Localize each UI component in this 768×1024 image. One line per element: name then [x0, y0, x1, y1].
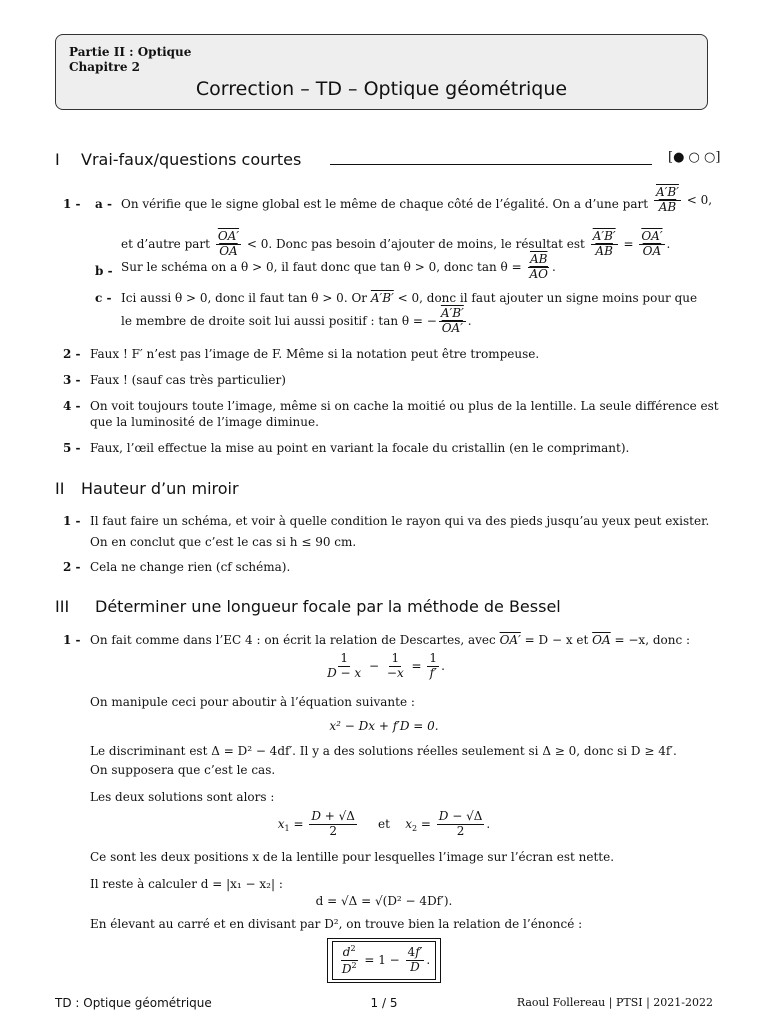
b-sol-text: Les deux solutions sont alors :	[90, 790, 275, 804]
footer-left: TD : Optique géométrique	[55, 996, 212, 1010]
footer-right: Raoul Follereau | PTSI | 2021-2022	[516, 996, 713, 1009]
m2-text: Cela ne change rien (cf schéma).	[90, 560, 291, 574]
solutions-equation: $x_1$ = $\frac{D + √\Delta}{2}$ et $x_2$ = $\frac{D - √\Delta}{2}$ .	[277, 809, 491, 838]
section-1-heading	[55, 150, 301, 169]
quadratic-equation: x² − Dx + f′D = 0.	[329, 719, 439, 733]
q1c-line-1: Ici aussi θ > 0, donc il faut tan θ > 0. Or A′B′ < 0, donc il faut ajouter un signe moins pour que	[121, 291, 698, 305]
final-boxed-equation: $\frac{d^2}{D^2}$ = 1 − $\frac{4f'}{D}$ .	[55, 938, 713, 983]
difficulty-rating: [● ○ ○]	[668, 150, 721, 165]
header-box	[55, 34, 708, 110]
q1a-fraction-1: $\frac{A'B'}{AB}$ < 0,	[656, 185, 713, 214]
b1-intro: On fait comme dans l’EC 4 : on écrit la relation de Descartes, avec OA′ = D − x et $\overline{OA} = -x$, donc :	[90, 633, 691, 647]
q1c-line-2: le membre de droite soit lui aussi positif : tan θ = − $\frac{A'B'}{OA'}$ .	[121, 306, 472, 335]
q2-label: 2 -	[63, 347, 81, 361]
q3-label: 3 -	[63, 373, 81, 387]
q1a-line-2: et d’autre part $\frac{OA'}{OA}$ < 0. Donc pas besoin d’ajouter de moins, le résultat est $\frac{A'B'}{AB}$ = $\frac{OA'}{OA}$ .	[121, 229, 671, 258]
b-elev-text: En élevant au carré et en divisant par D², on trouve bien la relation de l’énoncé :	[90, 917, 583, 931]
q1b-label: b -	[95, 264, 113, 278]
section-3-title: Déterminer une longueur focale par la méthode de Bessel	[95, 597, 561, 616]
q2-text: Faux ! F′ n’est pas l’image de F. Même si la notation peut être trompeuse.	[90, 347, 540, 361]
q1b-line: Sur le schéma on a θ > 0, il faut donc que tan θ > 0, donc tan θ = $\frac{\overline{AB}}{AO}$ .	[121, 252, 556, 281]
q4-text-1: On voit toujours toute l’image, même si on cache la moitié ou plus de la lentille. La seule différence est	[90, 399, 719, 413]
section-3-number: III	[55, 597, 70, 616]
m1-label: 1 -	[63, 514, 81, 528]
section-2-title: Hauteur d’un miroir	[81, 479, 239, 498]
q4-label: 4 -	[63, 399, 81, 413]
b-disc-text-2: On supposera que c’est le cas.	[90, 763, 276, 777]
section-2-number: II	[55, 479, 65, 498]
section-1-rule	[330, 164, 652, 165]
b1-label: 1 -	[63, 633, 81, 647]
section-1-title: Vrai-faux/questions courtes	[81, 150, 302, 169]
q3-text: Faux ! (sauf cas très particulier)	[90, 373, 286, 387]
b-manip-text: On manipule ceci pour aboutir à l’équation suivante :	[90, 695, 415, 709]
m2-label: 2 -	[63, 560, 81, 574]
b-disc-text-1: Le discriminant est Δ = D² − 4df′. Il y a des solutions réelles seulement si Δ ≥ 0, donc si D ≥ 4f′.	[90, 744, 677, 758]
descartes-equation: $\frac{1}{D - x}$ − $\frac{1}{-x}$ = $\frac{1}{f'}$ .	[327, 651, 445, 680]
q1-label: 1 -	[63, 197, 81, 211]
b-rest-text: Il reste à calculer d = |x₁ − x₂| :	[90, 877, 283, 891]
q5-label: 5 -	[63, 441, 81, 455]
page-number: 1 / 5	[370, 996, 398, 1010]
chapter-label: Chapitre 2	[69, 60, 141, 74]
m1-text-1: Il faut faire un schéma, et voir à quelle condition le rayon qui va des pieds jusqu’au yeux peut exister.	[90, 514, 710, 528]
b-pos-text: Ce sont les deux positions x de la lentille pour lesquelles l’image sur l’écran est nette.	[90, 850, 615, 864]
q1c-label: c -	[95, 291, 112, 305]
part-label: Partie II : Optique	[69, 45, 192, 59]
section-2-heading	[55, 479, 239, 498]
q4-text-2: que la luminosité de l’image diminue.	[90, 415, 319, 429]
q5-text: Faux, l’œil effectue la mise au point en variant la focale du cristallin (en le comprimant).	[90, 441, 630, 455]
m1-text-2: On en conclut que c’est le cas si h ≤ 90 cm.	[90, 535, 357, 549]
q1a-text-1: On vérifie que le signe global est le même de chaque côté de l’égalité. On a d’une part	[121, 197, 649, 211]
page-title: Correction – TD – Optique géométrique	[195, 78, 568, 100]
section-1-number: I	[55, 150, 60, 169]
q1a-label: a -	[95, 197, 112, 211]
section-3-heading	[55, 597, 561, 616]
d-equation: d = √Δ = √(D² − 4Df′).	[315, 894, 453, 908]
